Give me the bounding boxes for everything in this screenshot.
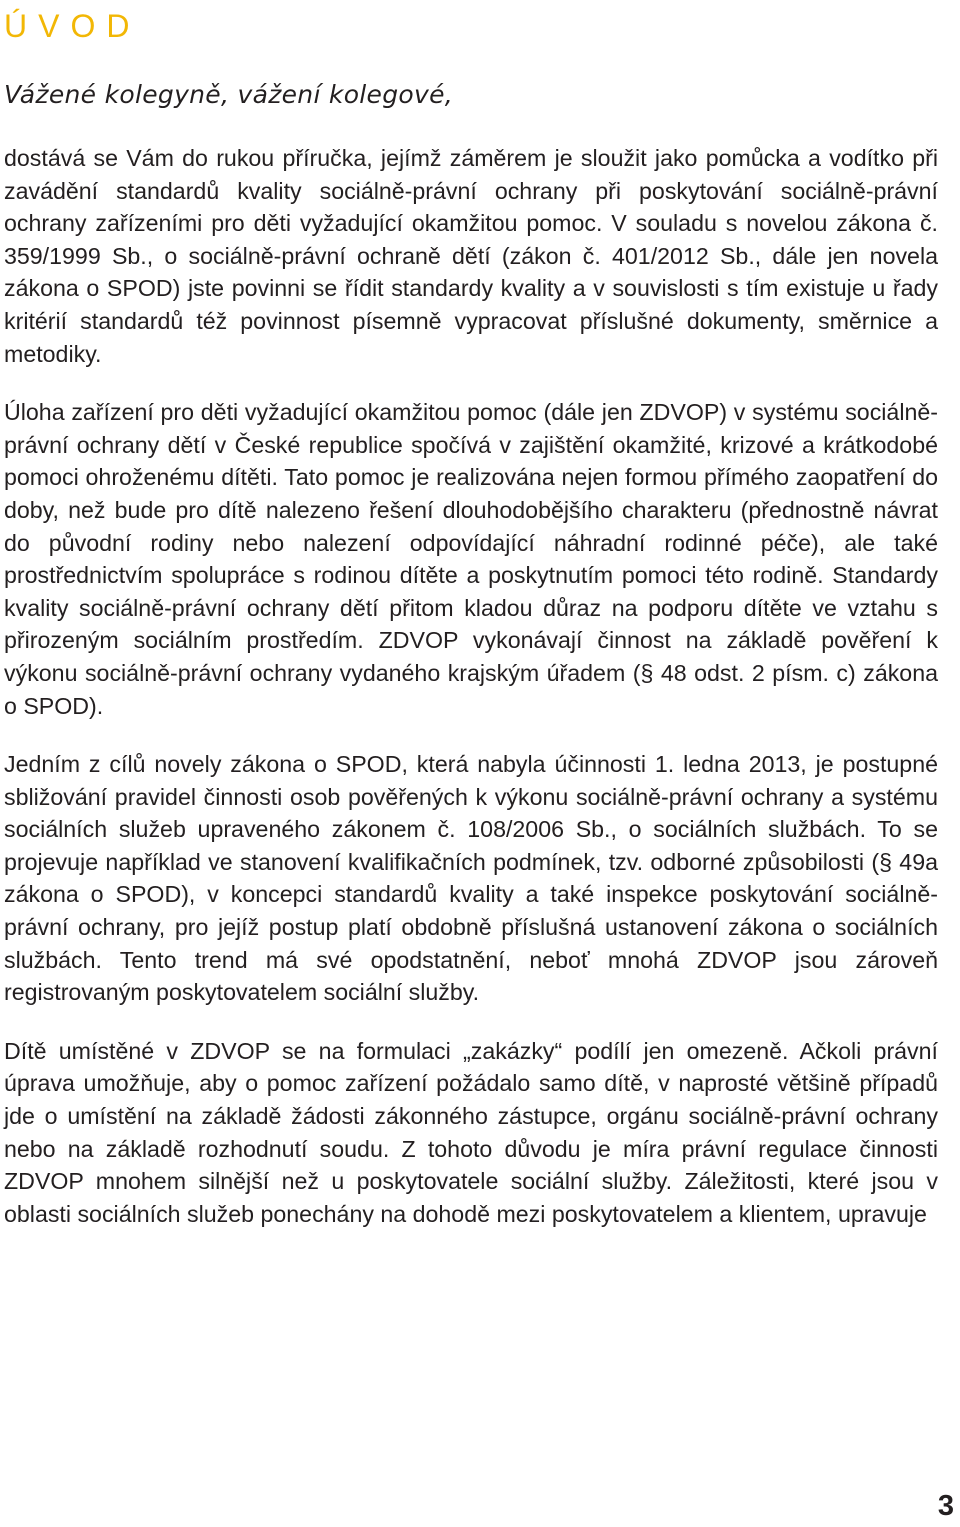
paragraph-role-of-zdvop: Úloha zařízení pro děti vyžadující okamžitou pomoc (dále jen ZDVOP) v systému sociálně-právní ochrany dětí v České republice spočívá v zajištění okamžité, krizové a krátkodobé pomoci ohroženému dítěti. Tato pomoc je realizována nejen formou přímého zaopatření do doby, než bude pro dítě nalezeno řešení dlouhodobějšího charakteru (přednostně návrat do původní rodiny nebo nalezení odpovídající náhradní rodinné péče), ale také prostřednictvím spolupráce s rodinou dítěte a poskytnutím pomoci této rodině. Standardy kvality sociálně-právní ochrany dětí přitom kladou důraz na podporu dítěte ve vztahu s přirozeným sociálním prostředím. ZDVOP vykonávají činnost na základě pověření k výkonu sociálně-právní ochrany vydaného krajským úřadem (§ 48 odst. 2 písm. c) zákona o SPOD).: [4, 399, 938, 719]
page-number: 3: [937, 1490, 954, 1522]
body-text: [4, 142, 938, 1256]
paragraph-intro: dostává se Vám do rukou příručka, jejímž záměrem je sloužit jako pomůcka a vodítko při zavádění standardů kvality sociálně-právní ochrany při poskytování sociálně-právní ochrany zařízeními pro děti vyžadující okamžitou pomoc. V souladu s novelou zákona č. 359/1999 Sb., o sociálně-právní ochraně dětí (zákon č. 401/2012 Sb., dále jen novela zákona o SPOD) jste povinni se řídit standardy kvality a v souvislosti s tím existuje u řady kritérií standardů též povinnost písemně vypracovat příslušné dokumenty, směrnice a metodiky.: [4, 145, 938, 367]
salutation: Vážené kolegyně, vážení kolegové,: [4, 80, 454, 109]
paragraph-amendment-goals: Jedním z cílů novely zákona o SPOD, která nabyla účinnosti 1. ledna 2013, je postupné sbližování pravidel činnosti osob pověřených k výkonu sociálně-právní ochrany a systému sociálních služeb upraveného zákonem č. 108/2006 Sb., o sociálních službách. To se projevuje například ve stanovení kvalifikačních podmínek, tzv. odborné způsobilosti (§ 49a zákona o SPOD), v koncepci standardů kvality a také inspekce poskytování sociálně-právní ochrany, pro jejíž postup platí obdobně příslušná ustanovení zákona o sociálních službách. Tento trend má své opodstatnění, neboť mnohá ZDVOP jsou zároveň registrovaným poskytovatelem sociální služby.: [4, 751, 938, 1006]
paragraph-child-placement: Dítě umístěné v ZDVOP se na formulaci „zakázky“ podílí jen omezeně. Ačkoli právní úprava umožňuje, aby o pomoc zařízení požádalo samo dítě, v naprosté většině případů jde o umístění na základě žádosti zákonného zástupce, orgánu sociálně-právní ochrany nebo na základě rozhodnutí soudu. Z tohoto důvodu je míra právní regulace činnosti ZDVOP mnohem silnější než u poskytovatele sociální služby. Záležitosti, které jsou v oblasti sociálních služeb ponechány na dohodě mezi poskytovatelem a klientem, upravuje: [4, 1037, 938, 1227]
section-heading: ÚVOD: [4, 8, 141, 44]
